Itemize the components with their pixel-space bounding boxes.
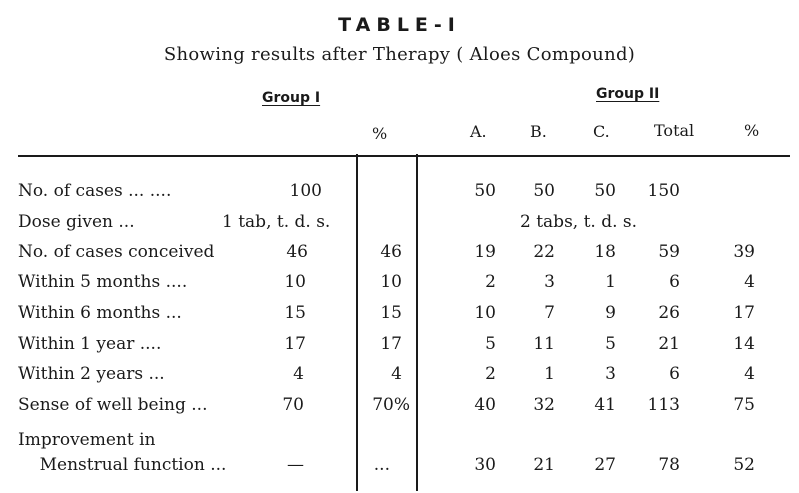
group-2-percent: 4	[744, 272, 755, 292]
group-2-a-value: 19	[474, 242, 496, 262]
group-1-dose: 1 tab, t. d. s.	[222, 212, 331, 232]
group-1-percent: ...	[373, 455, 390, 475]
group-1-value: 100	[289, 181, 322, 201]
group-2-a-value: 5	[485, 334, 496, 354]
group-1-value: 70	[282, 395, 304, 415]
column-header-b: B.	[530, 122, 547, 141]
group-2-b-value: 7	[544, 303, 555, 323]
row-label: Dose given ...	[18, 212, 135, 232]
group-2-total-value: 21	[658, 334, 680, 354]
group-2-b-value: 21	[533, 455, 555, 475]
group-2-percent: 39	[733, 242, 755, 262]
column-header-percent-group-1: %	[372, 124, 388, 143]
group-2-total-value: 6	[669, 272, 680, 292]
group-2-c-value: 27	[594, 455, 616, 475]
row-label: Within 1 year ....	[18, 334, 162, 354]
group-2-total-value: 113	[647, 395, 680, 415]
group-2-c-value: 50	[594, 181, 616, 201]
group-2-c-value: 9	[605, 303, 616, 323]
group-1-percent: 70%	[372, 395, 410, 415]
group-2-c-value: 18	[594, 242, 616, 262]
group-2-percent: 52	[733, 455, 755, 475]
group-2-dose: 2 tabs, t. d. s.	[520, 212, 638, 232]
row-label: Menstrual function ...	[18, 455, 227, 475]
table-title: TABLE-I	[338, 14, 461, 36]
group-2-c-value: 3	[605, 364, 616, 384]
table-row	[0, 212, 799, 238]
group-2-b-value: 50	[533, 181, 555, 201]
group-2-a-value: 10	[474, 303, 496, 323]
group-2-total-value: 78	[658, 455, 680, 475]
group-2-a-value: 2	[485, 272, 496, 292]
group-2-percent: 14	[733, 334, 755, 354]
group-2-percent: 75	[733, 395, 755, 415]
group-2-c-value: 41	[594, 395, 616, 415]
group-1-value: 15	[284, 303, 306, 323]
row-label: Improvement in	[18, 430, 156, 450]
group-1-percent: 15	[380, 303, 402, 323]
group-2-percent: 4	[744, 364, 755, 384]
table-row	[0, 395, 799, 421]
group-2-a-value: 50	[474, 181, 496, 201]
group-2-a-value: 30	[474, 455, 496, 475]
group-1-heading: Group I	[262, 90, 321, 106]
group-1-value: 46	[286, 242, 308, 262]
group-1-value: 4	[293, 364, 304, 384]
table-row	[0, 334, 799, 360]
group-1-value: 10	[284, 272, 306, 292]
group-2-b-value: 22	[533, 242, 555, 262]
group-2-heading: Group II	[596, 86, 660, 102]
row-label: No. of cases conceived	[18, 242, 215, 262]
table-row	[0, 455, 799, 481]
table-row	[0, 181, 799, 207]
column-header-a: A.	[470, 122, 487, 141]
table-row	[0, 430, 799, 456]
row-label: Within 6 months ...	[18, 303, 182, 323]
group-2-a-value: 40	[474, 395, 496, 415]
table-row	[0, 242, 799, 268]
group-1-percent: 17	[380, 334, 402, 354]
row-label: Within 5 months ....	[18, 272, 188, 292]
row-label: Within 2 years ...	[18, 364, 165, 384]
header-rule	[18, 155, 790, 157]
group-2-b-value: 1	[544, 364, 555, 384]
table-row	[0, 303, 799, 329]
group-2-c-value: 1	[605, 272, 616, 292]
group-2-total-value: 6	[669, 364, 680, 384]
group-2-percent: 17	[733, 303, 755, 323]
group-2-b-value: 3	[544, 272, 555, 292]
group-1-value: 17	[284, 334, 306, 354]
group-2-b-value: 11	[533, 334, 555, 354]
column-header-c: C.	[593, 122, 610, 141]
group-2-total-value: 150	[647, 181, 680, 201]
group-2-total-value: 59	[658, 242, 680, 262]
group-2-total-value: 26	[658, 303, 680, 323]
group-2-b-value: 32	[533, 395, 555, 415]
row-label: Sense of well being ...	[18, 395, 208, 415]
group-1-percent: 10	[380, 272, 402, 292]
group-1-percent: 4	[391, 364, 402, 384]
column-header-total: Total	[654, 121, 695, 140]
group-2-a-value: 2	[485, 364, 496, 384]
table-row	[0, 272, 799, 298]
table-row	[0, 364, 799, 390]
group-2-c-value: 5	[605, 334, 616, 354]
group-1-percent: 46	[380, 242, 402, 262]
table-subtitle: Showing results after Therapy ( Aloes Compound)	[163, 44, 636, 65]
group-1-value: —	[287, 455, 304, 475]
row-label: No. of cases ... ....	[18, 181, 172, 201]
column-header-percent-group-2: %	[744, 121, 760, 140]
